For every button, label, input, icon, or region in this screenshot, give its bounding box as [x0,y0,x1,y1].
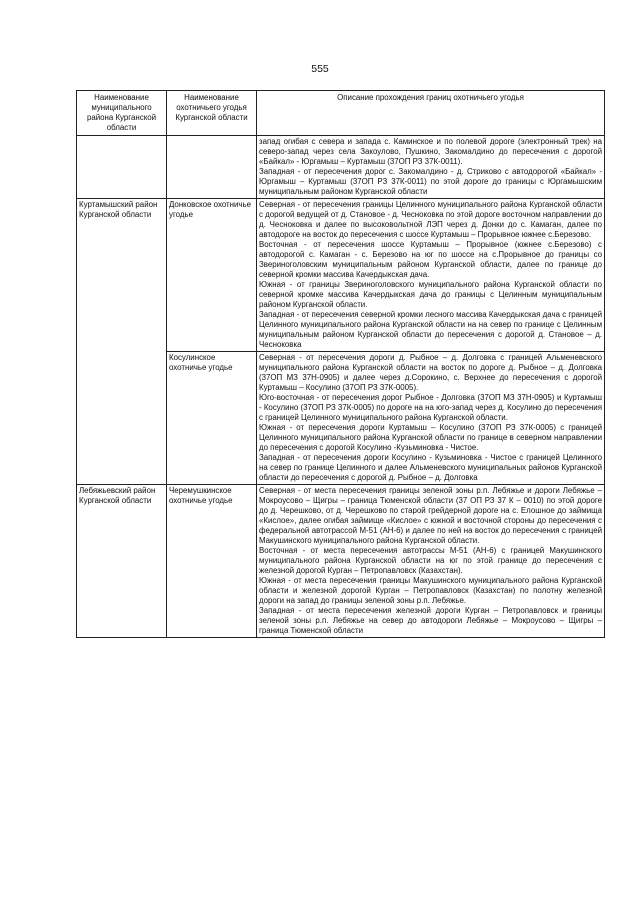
table-header-row [77,91,605,136]
boundary-paragraph: Западная - от пересечения дорог с. Закомалдино - д. Стриково с автодорогой «Байкал» - Юргамыш – Куртамыш (37ОП РЗ 37К-0011) по этой дороге до границы с Юргамышским муниципальным районом Курганской области [259,167,602,196]
header-hunting-ground: Наименование охотничьего угодья Курганской области [167,91,257,136]
ground-cell: Косулинское охотничье угодье [167,352,257,485]
page-number: 555 [311,63,329,75]
boundary-paragraph: Западная - от пересечения северной кромки лесного массива Качердыкская дача с границей Целинного муниципального района Курганской области на на север по границе с Целинным муниципальным районом Курганской области до пересечения с дорогой д. Становое – д. Чесноковка [259,310,602,349]
boundary-paragraph: Северная - от пересечения дороги д. Рыбное – д. Долговка с границей Альменевского муниципального района Курганской области на восток по дороге д. Рыбное – д. Долговка (37ОП МЗ 37Н-0905) и далее через д.Сорокино, с. Верхнее до пересечения с дорогой Куртамыш – Косулино (37ОП РЗ 37К-0005). [259,353,602,392]
boundary-paragraph: Северная - от места пересечения границы зеленой зоны р.п. Лебяжье и дороги Лебяжье – Мокроусово – Щигры – граница Тюменской области (37 ОП РЗ 37 К – 0010) по этой дороге до д. Черешково, от д. Черешково по старой грейдерной дороге на с. Елошное до займища «Кислое», далее огибая займище «Кислое» с южной и восточной стороны до пересечения с федеральной автотрассой М-51 (АН-6) и далее по ней на восток до пересечения с границей Макушинского муниципального района Курганской области. [259,486,602,545]
boundary-paragraph: Южная - от места пересечения границы Макушинского муниципального района Курганской области и железной дорогой Курган – Петропавловск (Казахстан) по полотну железной дороги на запад до границы зеленой зоны р.п. Лебяжье. [259,576,602,605]
hunting-grounds-table [76,90,605,638]
boundary-paragraph: Восточная - от места пересечения автотрассы М-51 (АН-6) с границей Макушинского муниципального района Курганской области на юг по этой границе до пересечения с железной дорогой Курган – Петропавловск (Казахстан). [259,546,602,575]
ground-cell [167,136,257,199]
boundary-paragraph: Юго-восточная - от пересечения дорог Рыбное - Долговка (37ОП МЗ 37Н-0905) и Куртамыш - Косулино (37ОП РЗ 37К-0005) по дороге на на юго-запад через д. Косулино до пересечения с границей Целинного муниципального района Курганской области. [259,393,602,422]
table-row [77,199,605,352]
district-cell: Лебяжьевский район Курганской области [77,485,167,638]
boundary-paragraph: Северная - от пересечения границы Целинного муниципального района Курганской области с дорогой ведущей от д. Становое - д. Чесноковка по этой дороге восточном направлении до д. Чесноковка и далее по высоковольтной ЛЭП через д. Донки до с. Камаган, далее по автодороге на восток до пересечения с шоссе Куртамыш – Прорывное южнее с.Березово. [259,200,602,239]
boundary-paragraph: Южная - от границы Звериноголовского муниципального района Курганской области по северной кромке массива Качердыкская дача до границы с Целинным муниципальным районом Курганской области. [259,280,602,309]
description-cell [257,199,605,352]
boundary-paragraph: запад огибая с севера и запада с. Каминское и по полевой дороге (электронный трек) на северо-запад через села Закоулово, Пушкино, Закомалдино до пересечения с дорогой «Байкал» - Юргамыш – Куртамыш (37ОП РЗ 37К-0011). [259,137,602,166]
district-cell: Куртамышский район Курганской области [77,199,167,485]
table-row [77,485,605,638]
table-row [77,136,605,199]
header-district: Наименование муниципального района Курганской области [77,91,167,136]
boundary-paragraph: Восточная - от пересечения шоссе Куртамыш – Прорывное (южнее с.Березово) с автодорогой с. Камаган - с. Березово на юг по шоссе на с.Прорывное до границы со Звериноголовским муниципальным районом Курганской области, далее по границе до северной кромки массива Качердыкская дача. [259,240,602,279]
header-description: Описание прохождения границ охотничьего угодья [257,91,605,136]
boundary-paragraph: Западная - от места пересечения железной дороги Курган – Петропавловск и границы зеленой зоны р.п. Лебяжье на север до автодороги Лебяжье – Мокроусово – Щигры – граница Тюменской области [259,606,602,635]
ground-cell: Черемушкинское охотничье угодье [167,485,257,638]
boundary-paragraph: Западная - от пересечения дороги Косулино - Кузьминовка - Чистое с границей Целинного на север по границе Целинного и далее Альменевского муниципальных районов Курганской области до пересечения с дорогой д. Рыбное – д. Долговка [259,453,602,482]
description-cell [257,136,605,199]
ground-cell: Донковское охотничье угодье [167,199,257,352]
description-cell [257,352,605,485]
district-cell [77,136,167,199]
boundary-paragraph: Южная - от пересечения дороги Куртамыш – Косулино (37ОП РЗ 37К-0005) с границей Целинного муниципального района Курганской области по границе в северном направлении до пересечения с дорогой Косулино -Кузьминовка - Чистое. [259,423,602,452]
description-cell [257,485,605,638]
